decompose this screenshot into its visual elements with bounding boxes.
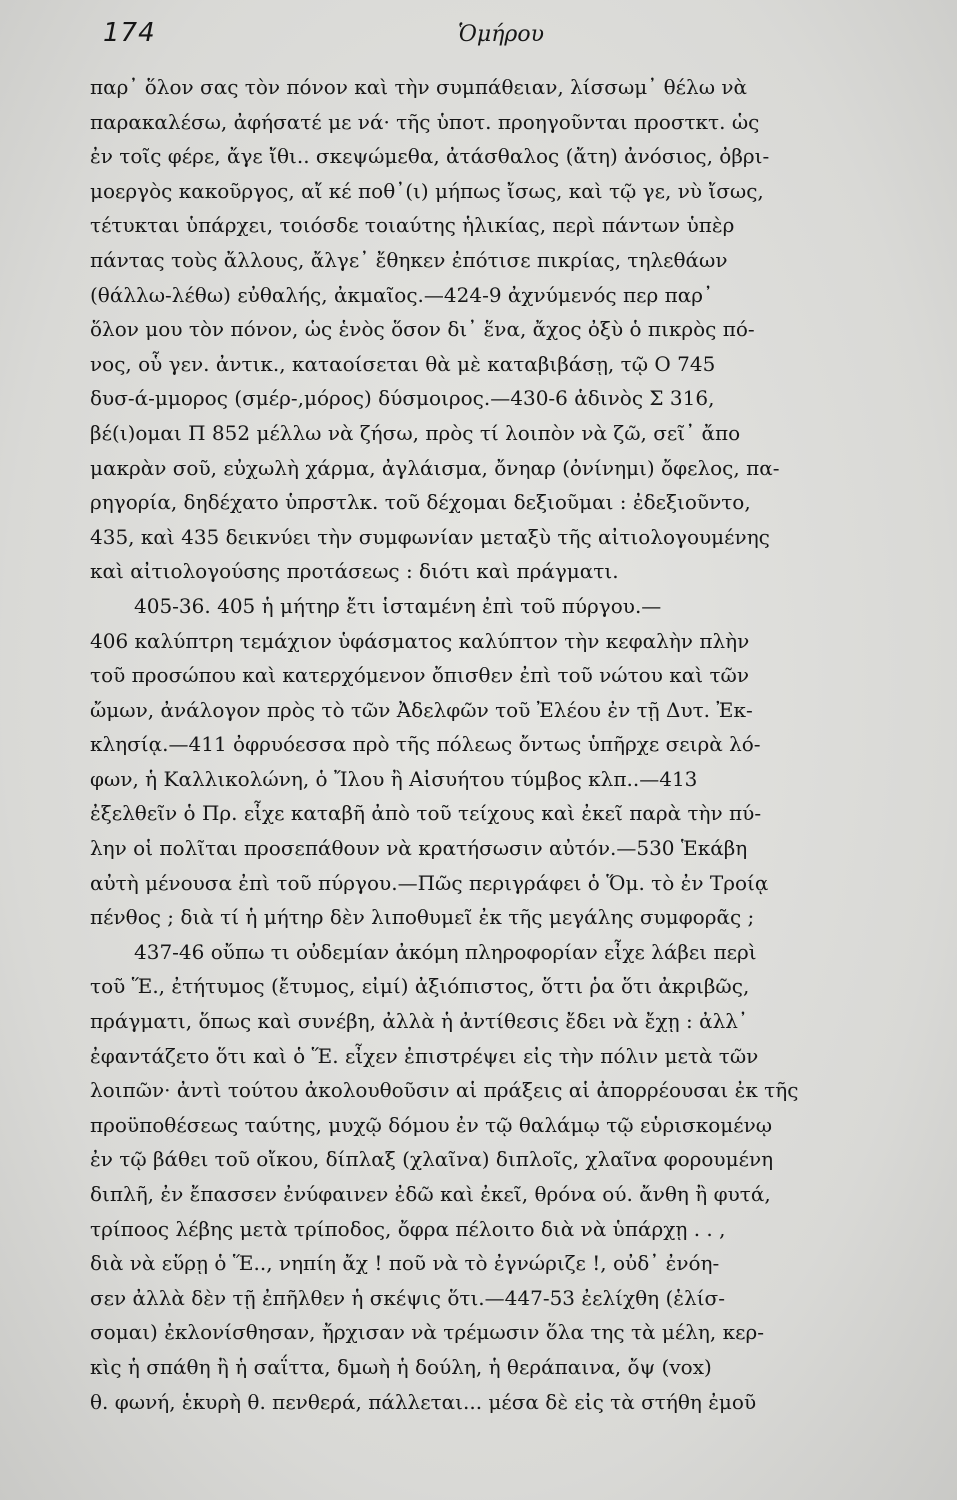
text-line: νος, οὗ γεν. ἀντικ., καταοίσεται θὰ μὲ καταβιβάσῃ, τῷ Ο 745 xyxy=(90,351,716,376)
text-line: ρηγορία, δηδέχατο ὑπρστλκ. τοῦ δέχομαι δεξιοῦμαι : ἐδεξιοῦντο, xyxy=(90,490,751,515)
section-heading-line: 437-46 οὔπω τι οὐδεμίαν ἀκόμη πληροφορίαν εἶχε λάβει περὶ xyxy=(134,939,757,964)
text-line: ἐν τοῖς φέρε, ἄγε ἴθι.. σκεψώμεθα, ἀτάσθαλος (ἄτη) ἀνόσιος, ὀβρι- xyxy=(90,144,770,169)
commentary-text xyxy=(90,70,920,1419)
text-line: διπλῆ, ἐν ἔπασσεν ἐνύφαινεν ἐδῶ καὶ ἐκεῖ, θρόνα ού. ἄνθη ἢ φυτά, xyxy=(90,1182,771,1206)
text-line: βέ(ι)ομαι Π 852 μέλλω νὰ ζήσω, πρὸς τί λοιπὸν νὰ ζῶ, σεῖ᾽ ἄπο xyxy=(90,420,741,445)
text-line: κλησίᾳ.—411 ὀφρυόεσσα πρὸ τῆς πόλεως ὄντως ὑπῆρχε σειρὰ λό- xyxy=(90,732,761,757)
text-line: ἐξελθεῖν ὁ Πρ. εἶχε καταβῆ ἀπὸ τοῦ τείχους καὶ ἐκεῖ παρὰ τὴν πύ- xyxy=(90,801,762,826)
text-line: πένθος ; διὰ τί ἡ μήτηρ δὲν λιποθυμεῖ ἐκ τῆς μεγάλης συμφορᾶς ; xyxy=(90,905,755,930)
page-number: 174 xyxy=(103,18,156,48)
text-line: μακρὰν σοῦ, εὐχωλὴ χάρμα, ἀγλάισμα, ὄνηαρ (ὀνίνημι) ὄφελος, πα- xyxy=(90,455,780,480)
text-line: πράγματι, ὅπως καὶ συνέβη, ἀλλὰ ἡ ἀντίθεσις ἔδει νὰ ἔχῃ : ἀλλ᾽ xyxy=(90,1009,748,1034)
text-line: θ. φωνή, ἑκυρὴ θ. πενθερά, πάλλεται... μέσα δὲ εἰς τὰ στήθη ἐμοῦ xyxy=(90,1389,757,1414)
text-line: παρακαλέσω, ἀφήσατέ με νά· τῆς ὑποτ. προηγοῦνται προστκτ. ὡς xyxy=(90,109,760,134)
text-line: καὶ αἰτιολογούσης προτάσεως : διότι καὶ πράγματι. xyxy=(90,559,619,584)
text-line: 406 καλύπτρη τεμάχιον ὑφάσματος καλύπτον τὴν κεφαλὴν πλὴν xyxy=(90,628,750,653)
text-line: λοιπῶν· ἀντὶ τούτου ἀκολουθοῦσιν αἱ πράξεις αἱ ἀπορρέουσαι ἐκ τῆς xyxy=(90,1078,799,1103)
text-line: τοῦ Ἕ., ἐτήτυμος (ἔτυμος, εἰμί) ἀξιόπιστος, ὅττι ῥα ὅτι ἀκριβῶς, xyxy=(90,974,750,999)
running-head: Ὁμήρου xyxy=(458,22,544,47)
text-line: 435, καὶ 435 δεικνύει τὴν συμφωνίαν μεταξὺ τῆς αἰτιολογουμένης xyxy=(90,524,770,549)
text-line: αὐτὴ μένουσα ἐπὶ τοῦ πύργου.—Πῶς περιγράφει ὁ Ὅμ. τὸ ἐν Τροίᾳ xyxy=(90,870,769,895)
text-line: φων, ἡ Καλλικολώνη, ὁ Ἴλου ἢ Αἰσυήτου τύμβος κλπ..—413 xyxy=(90,766,698,791)
text-line: παρ᾽ ὅλον σας τὸν πόνον καὶ τὴν συμπάθειαν, λίσσωμ᾽ θέλω νὰ xyxy=(90,75,748,99)
text-line: ὤμων, ἀνάλογον πρὸς τὸ τῶν Ἀδελφῶν τοῦ Ἐλέου ἐν τῇ Δυτ. Ἐκ- xyxy=(90,697,753,722)
text-line: σομαι) ἐκλονίσθησαν, ἤρχισαν νὰ τρέμωσιν ὅλα της τὰ μέλη, κερ- xyxy=(90,1320,764,1345)
text-line: μοεργὸς κακοῦργος, αἴ κέ ποθ᾽(ι) μήπως ἴσως, καὶ τῷ γε, νὺ ἴσως, xyxy=(90,178,764,203)
section-heading-line: 405-36. 405 ἡ μήτηρ ἔτι ἱσταμένη ἐπὶ τοῦ πύργου.— xyxy=(134,593,662,618)
text-line: σεν ἀλλὰ δὲν τῇ ἐπῆλθεν ἡ σκέψις ὅτι.—447-53 ἐελίχθη (ἑλίσ- xyxy=(90,1285,725,1310)
text-line: δυσ-ά-μμορος (σμέρ-,μόρος) δύσμοιρος.—430-6 ἁδινὸς Σ 316, xyxy=(90,386,715,411)
text-line: κὶς ἡ σπάθη ἢ ἡ σαΐττα, δμωὴ ἡ δούλη, ἡ θεράπαινα, ὄψ (vox) xyxy=(90,1354,712,1379)
text-line: τοῦ προσώπου καὶ κατερχόμενον ὄπισθεν ἐπὶ τοῦ νώτου καὶ τῶν xyxy=(90,663,749,688)
text-line: τρίποος λέβης μετὰ τρίποδος, ὄφρα πέλοιτο διὰ νὰ ὑπάρχῃ . . , xyxy=(90,1216,726,1241)
text-line: πάντας τοὺς ἄλλους, ἄλγε᾽ ἔθηκεν ἐπότισε πικρίας, τηλεθάων xyxy=(90,247,728,272)
text-line: ἐφαντάζετο ὅτι καὶ ὁ Ἕ. εἶχεν ἐπιστρέψει εἰς τὴν πόλιν μετὰ τῶν xyxy=(90,1043,759,1068)
text-line: ὅλον μου τὸν πόνον, ὡς ἑνὸς ὅσον δι᾽ ἕνα, ἄχος ὀξὺ ὁ πικρὸς πό- xyxy=(90,317,755,342)
text-line: (θάλλω-λέθω) εὐθαλής, ἀκμαῖος.—424-9 ἀχνύμενός περ παρ᾽ xyxy=(90,282,714,307)
text-line: προϋποθέσεως ταύτης, μυχῷ δόμου ἐν τῷ θαλάμῳ τῷ εὑρισκομένῳ xyxy=(90,1112,773,1137)
text-line: τέτυκται ὑπάρχει, τοιόσδε τοιαύτης ἡλικίας, περὶ πάντων ὑπὲρ xyxy=(90,213,735,238)
text-line: λην οἱ πολῖται προσεπάθουν νὰ κρατήσωσιν αὐτόν.—530 Ἑκάβη xyxy=(90,836,748,861)
text-line: ἐν τῷ βάθει τοῦ οἴκου, δίπλαξ (χλαῖνα) διπλοῖς, χλαῖνα φορουμένη xyxy=(90,1147,774,1172)
text-line: διὰ νὰ εὕρῃ ὁ Ἕ.., νηπίη ἄχ ! ποῦ νὰ τὸ ἐγνώριζε !, οὐδ᾽ ἐνόη- xyxy=(90,1251,720,1276)
